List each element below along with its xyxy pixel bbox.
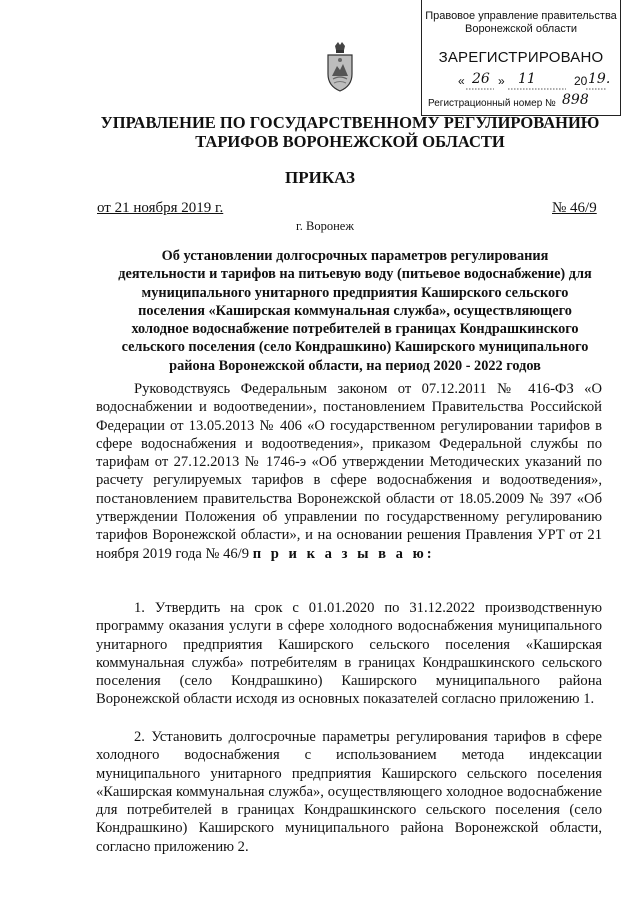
stamp-date-year-prefix: 20 — [574, 74, 588, 88]
subject-line: сельского поселения (село Кондрашкино) Каширского муниципального — [121, 339, 589, 356]
stamp-date-year: 19. — [588, 71, 611, 87]
agency-header-line2: ТАРИФОВ ВОРОНЕЖСКОЙ ОБЛАСТИ — [195, 132, 505, 151]
stamp-registered: ЗАРЕГИСТРИРОВАНО — [438, 49, 604, 66]
subject-line: поселения «Каширская коммунальная служба», осуществляющего — [138, 302, 572, 319]
item-1-paragraph: 1. Утвердить на срок с 01.01.2020 по 31.12.2022 производственную программу оказания услуги в сфере холодного водоснабжения муниципального унитарного предприятия Каширского сельского поселения «Каширская коммунальная служба» потребителям в границах Кондрашкинского сельского поселения (село Кондрашкино) Каширского муниципального района Воронежской области исходя из основных показателей согласно приложению 1. — [96, 600, 602, 708]
stamp-date-month: 11 — [518, 71, 536, 87]
order-title: ПРИКАЗ — [285, 168, 355, 187]
stamp-reg-label: Регистрационный номер № — [428, 98, 556, 109]
registration-stamp — [421, 0, 621, 116]
stamp-date-day: 26 — [472, 71, 490, 87]
stamp-org-line1: Правовое управление правительства — [425, 10, 617, 22]
stamp-reg-number: 898 — [562, 92, 589, 108]
order-date: от 21 ноября 2019 г. — [97, 200, 224, 216]
stamp-org-line2: Воронежской области — [464, 23, 577, 35]
stamp-date-close-quote: » — [498, 74, 505, 88]
agency-header-line1: УПРАВЛЕНИЕ ПО ГОСУДАРСТВЕННОМУ РЕГУЛИРОВАНИЮ — [100, 113, 600, 132]
stamp-date-open-quote: « — [458, 74, 465, 88]
subject-line: Об установлении долгосрочных параметров регулирования — [161, 248, 549, 264]
coat-of-arms-icon — [325, 42, 355, 92]
order-city: г. Воронеж — [296, 219, 354, 233]
stamp-date-underline — [466, 87, 606, 91]
subject-line: муниципального унитарного предприятия Каширского сельского — [141, 284, 569, 301]
agency-header — [60, 113, 640, 151]
decree-word: п р и к а з ы в а ю: — [252, 545, 435, 562]
subject-line: деятельности и тарифов на питьевую воду (питьевое водоснабжение) для — [118, 266, 592, 283]
subject-line: холодное водоснабжение потребителей в границах Кондрашкинского — [131, 321, 579, 338]
order-number: № 46/9 — [552, 200, 597, 216]
stamp-reg-number-row — [422, 92, 620, 109]
stamp-date — [422, 71, 620, 90]
item-2-paragraph: 2. Установить долгосрочные параметры регулирования тарифов в сфере холодного водоснабжения с использованием метода индексации муниципального унитарного предприятия Каширского сельского поселения «Каширская коммунальная служба», осуществляющего холодное водоснабжение для потребителей в границах Кондрашкинского сельского поселения (село Кондрашкино) Каширского муниципального района Воронежской области, согласно приложению 2. — [96, 729, 602, 855]
order-subject — [98, 247, 612, 375]
preamble-paragraph — [96, 380, 602, 563]
subject-line: района Воронежской области, на период 2020 - 2022 годов — [169, 357, 541, 374]
preamble-text: Руководствуясь Федеральным законом от 07.12.2011 № 416-ФЗ «О водоснабжении и водоотведении», постановлением Правительства Российской Федерации от 13.05.2013 № 406 «О государственном регулировании тарифов в сфере водоснабжения и водоотведения», приказом Федеральной службы по тарифам от 27.12.2013 № 1746-э «Об утверждении Методических указаний по расчету регулируемых тарифов в сфере водоснабжения и водоотведения», постановлением правительства Воронежской области от 18.05.2009 № 397 «Об утверждении Положения об управлении по государственному регулированию тарифов Воронежской области», и на основании решения Правления УРТ от 21 ноября 2019 года № 46/9 — [96, 381, 602, 562]
